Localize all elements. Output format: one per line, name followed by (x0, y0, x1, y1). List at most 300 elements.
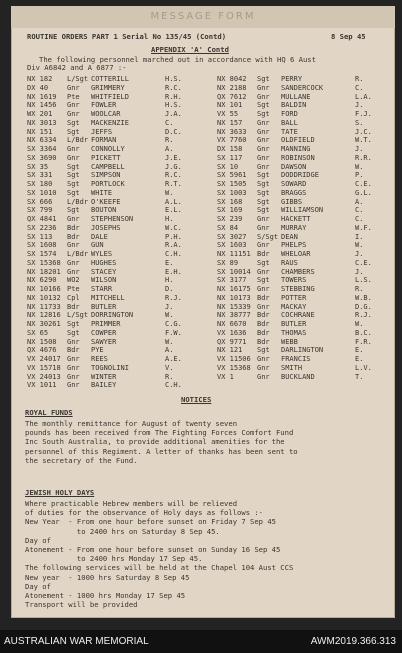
intro-line-2: Div A6842 and A 6877 :- (27, 63, 127, 72)
rank: Gnr (67, 215, 80, 223)
initials: H. (165, 276, 174, 285)
service-number: NX 157 (217, 118, 243, 127)
service-number: NX 6334 (27, 136, 57, 145)
initials: C. (165, 118, 174, 127)
rank: Gnr (257, 153, 270, 162)
notice-line: Atonement - 1000 hrs Monday 17 Sep 45 (25, 591, 186, 600)
rank: S/Sgt (257, 232, 279, 241)
surname: FRANCIS (281, 355, 311, 363)
rank: Sgt (257, 188, 270, 197)
rank: WO2 (67, 276, 80, 285)
notice-line: The following services will be held at the Chapel 104 Aust CCS (25, 563, 294, 573)
surname: FOWLER (91, 101, 117, 110)
initials: A. (355, 197, 364, 206)
surname: DAWSON (281, 162, 307, 171)
initials: R.A. (165, 241, 182, 250)
surname: STEPHENSON (91, 215, 134, 223)
service-number: NX 38777 (217, 311, 251, 320)
notice2-title: JEWISH HOLY DAYS (25, 488, 95, 497)
rank: Gnr (257, 83, 270, 92)
initials: D.G. (355, 302, 372, 311)
service-number: SX 799 (27, 206, 53, 215)
initials: V. (165, 363, 174, 372)
service-number: SX 1505 (217, 180, 247, 188)
service-number: NX 8042 (217, 75, 247, 83)
service-number: SX 168 (217, 197, 243, 206)
rank: Sgt (257, 180, 270, 188)
notice-line: personnel of this Regiment. A letter of thanks has been sent to (25, 446, 298, 456)
appendix-title: APPENDIX 'A' Contd (151, 45, 229, 54)
service-number: NX 11733 (27, 302, 61, 311)
service-number: SX 1603 (217, 241, 247, 250)
rank: L/Bdr (67, 250, 89, 258)
rank: Gnr (257, 267, 270, 276)
service-number: NX 12816 (27, 311, 61, 320)
initials: R.C. (165, 171, 182, 180)
footer-reference: AWM2019.366.313 (310, 636, 396, 647)
service-number: NX 121 (217, 346, 243, 355)
service-number: NX 30261 (27, 320, 61, 328)
rank: Bdr (67, 223, 80, 232)
footer-source: AUSTRALIAN WAR MEMORIAL (4, 636, 149, 647)
surname: BAILEY (91, 381, 117, 390)
orders-heading: ROUTINE ORDERS PART 1 Serial No 135/45 (Contd) (27, 32, 227, 41)
rank: Bdr (257, 250, 270, 258)
rank: Sgt (67, 162, 80, 171)
rank: L/Bdr (67, 197, 89, 206)
rank: Sgt (67, 180, 80, 188)
notice-line: Atonement - From one hour before sunset on Sunday 16 Sep 45 (25, 545, 281, 554)
initials: W. (165, 311, 174, 320)
service-number: NX 3013 (27, 118, 57, 127)
initials: A.E. (165, 355, 182, 363)
initials: W. (355, 162, 364, 171)
service-number: SX 10 (217, 162, 239, 171)
rank: Sgt (67, 127, 80, 136)
rank: Gnr (257, 223, 270, 232)
initials: H.S. (165, 75, 182, 83)
surname: BOUTON (91, 206, 117, 215)
surname: HACKETT (281, 215, 311, 223)
surname: REES (91, 355, 108, 363)
rank: Gnr (257, 145, 270, 153)
surname: PYE (91, 346, 104, 355)
service-number: SX 15368 (27, 258, 61, 267)
service-number: SX 35 (27, 162, 49, 171)
rank: Gnr (67, 258, 80, 267)
surname: MACKAY (281, 302, 307, 311)
notice-line: Transport will be provided (25, 600, 138, 610)
surname: JOSEPHS (91, 223, 121, 232)
notice-line: New Year - From one hour before sunset on Friday 7 Sep 45 (25, 517, 276, 527)
initials: R.H. (165, 92, 182, 101)
service-number: VX 15718 (27, 363, 61, 372)
initials: J. (355, 145, 364, 153)
service-number: NX 10132 (27, 293, 61, 302)
surname: WYLES (91, 250, 113, 258)
surname: MITCHELL (91, 293, 125, 302)
service-number: SX 1608 (27, 241, 57, 250)
rank: Sgt (67, 171, 80, 180)
initials: R.C. (165, 83, 182, 92)
initials: T. (355, 372, 364, 381)
rank: Gnr (67, 241, 80, 250)
initials: R.T. (165, 180, 182, 188)
surname: JEFFS (91, 127, 113, 136)
initials: P.H. (165, 232, 182, 241)
service-number: NX 10166 (27, 285, 61, 293)
service-number: SX 1574 (27, 250, 57, 258)
rank: Gnr (257, 302, 270, 311)
service-number: SX 89 (217, 258, 239, 267)
surname: WHITFIELD (91, 92, 129, 101)
surname: COCHRANE (281, 311, 315, 320)
rank: Gnr (67, 101, 80, 110)
surname: COTTERILL (91, 75, 129, 83)
rank: Sgt (257, 197, 270, 206)
rank: Gnr (67, 363, 80, 372)
service-number: VX 15368 (217, 363, 251, 372)
rank: Gnr (67, 267, 80, 276)
rank: Bdr (67, 346, 80, 355)
initials: D.C. (165, 127, 182, 136)
service-number: VX 1636 (217, 328, 247, 337)
rank: Sgt (257, 258, 270, 267)
initials: R. (165, 372, 174, 381)
rank: Gnr (257, 285, 270, 293)
surname: BUTLER (91, 302, 117, 311)
rank: Bdr (257, 337, 270, 346)
initials: W. (165, 188, 174, 197)
surname: WILSON (91, 276, 117, 285)
initials: A. (165, 145, 174, 153)
surname: WINTER (91, 372, 117, 381)
notice1-title: ROYAL FUNDS (25, 408, 73, 417)
initials: R. (355, 285, 364, 293)
rank: Sgt (67, 328, 80, 337)
initials: D. (165, 285, 174, 293)
rank: Sgt (257, 206, 270, 215)
surname: PERRY (281, 75, 303, 83)
rank: Sgt (67, 118, 80, 127)
rank: Bdr (257, 328, 270, 337)
surname: FORD (281, 110, 298, 118)
initials: L.S. (355, 276, 372, 285)
initials: W.B. (355, 293, 372, 302)
surname: DORRINGTON (91, 311, 134, 320)
initials: E. (355, 346, 364, 355)
rank: Sgt (257, 75, 270, 83)
service-number: SX 180 (27, 180, 53, 188)
service-number: NX 6670 (217, 320, 247, 328)
surname: TOGNOLINI (91, 363, 129, 372)
initials: H. (165, 215, 174, 223)
rank: Gnr (67, 372, 80, 381)
notice-line: Day of (25, 535, 51, 545)
service-number: NX 18201 (27, 267, 61, 276)
rank: Pte (67, 92, 80, 101)
service-number: SX 113 (27, 232, 53, 241)
service-number: QX 7612 (217, 92, 247, 101)
service-number: NX 3633 (217, 127, 247, 136)
initials: R.R. (355, 153, 372, 162)
service-number: SX 3364 (27, 145, 57, 153)
rank: Gnr (257, 127, 270, 136)
rank: Sgt (257, 276, 270, 285)
surname: PORTLOCK (91, 180, 125, 188)
service-number: SX 10014 (217, 267, 251, 276)
initials: C.H. (165, 381, 182, 390)
surname: BALL (281, 118, 298, 127)
initials: C.E. (355, 258, 372, 267)
notice-line: Where practicable Hebrew members will be relieved (25, 499, 238, 508)
surname: PHELPS (281, 241, 307, 250)
surname: HUGHES (91, 258, 117, 267)
initials: W.T. (355, 136, 372, 145)
rank: Cpl (67, 293, 80, 302)
initials: C.H. (165, 250, 182, 258)
service-number: NX 2188 (217, 83, 247, 92)
surname: FORMAN (91, 136, 117, 145)
initials: C. (355, 83, 364, 92)
rank: Bdr (67, 302, 80, 311)
initials: J.A. (165, 110, 182, 118)
surname: TOWERS (281, 276, 307, 285)
initials: W.C. (165, 223, 182, 232)
surname: DALE (91, 232, 108, 241)
rank: Sgt (257, 171, 270, 180)
initials: L.V. (355, 363, 372, 372)
service-number: DX 158 (217, 145, 243, 153)
form-header: MESSAGE FORM (150, 11, 256, 22)
rank: Gnr (257, 363, 270, 372)
rank: Gnr (67, 145, 80, 153)
service-number: NX 151 (27, 127, 53, 136)
rank: L/Sgt (67, 311, 89, 320)
service-number: SX 3027 (217, 232, 247, 241)
rank: Gnr (67, 337, 80, 346)
service-number: NX 11151 (217, 250, 251, 258)
surname: MACKENZIE (91, 118, 129, 127)
service-number: SX 1010 (27, 188, 57, 197)
surname: PRIMMER (91, 320, 121, 328)
surname: DARLINGTON (281, 346, 324, 355)
rank: Sgt (67, 320, 80, 328)
surname: COWPER (91, 328, 117, 337)
surname: CHAMBERS (281, 267, 315, 276)
surname: BUTLER (281, 320, 307, 328)
initials: J. (355, 101, 364, 110)
service-number: SX 239 (217, 215, 243, 223)
rank: Gnr (257, 355, 270, 363)
surname: MANNING (281, 145, 311, 153)
surname: O'KEEFE (91, 197, 121, 206)
service-number: SX 666 (27, 197, 53, 206)
rank: Bdr (257, 320, 270, 328)
surname: TATE (281, 127, 298, 136)
service-number: SX 3690 (27, 153, 57, 162)
notice-line: The monthly remittance for August of twenty seven (25, 419, 238, 428)
initials: E. (165, 258, 174, 267)
rank: Sgt (67, 188, 80, 197)
service-number: WX 201 (27, 110, 53, 118)
notice-line: to 2400 hrs Monday 17 Sep 45. (25, 554, 203, 564)
initials: E. (355, 355, 364, 363)
initials: J.G. (165, 162, 182, 171)
initials: W. (165, 337, 174, 346)
service-number: NX 6290 (27, 276, 57, 285)
rank: L/Sgt (67, 75, 89, 83)
surname: SANDERCOCK (281, 83, 324, 92)
orders-date: 8 Sep 45 (331, 32, 366, 41)
rank: Gnr (67, 381, 80, 390)
initials: F.J. (355, 110, 372, 118)
initials: C.G. (165, 320, 182, 328)
service-number: SX 2236 (27, 223, 57, 232)
initials: J.C. (355, 127, 372, 136)
initials: I. (355, 232, 364, 241)
intro-line-1: The following personnel marched out in accordance with HQ 6 Aust (39, 55, 316, 64)
rank: Gnr (257, 136, 270, 145)
service-number: NX 1619 (27, 92, 57, 101)
surname: WHITE (91, 188, 113, 197)
rank: Gnr (257, 162, 270, 171)
notice-line: of duties for the observance of Holy days as follows :- (25, 508, 263, 518)
initials: R. (355, 75, 364, 83)
surname: BUCKLAND (281, 372, 315, 381)
rank: Pte (67, 285, 80, 293)
service-number: SX 1003 (217, 188, 247, 197)
initials: A. (165, 346, 174, 355)
rank: Gnr (67, 83, 80, 92)
service-number: NX 101 (217, 101, 243, 110)
initials: W. (355, 320, 364, 328)
notice-line: New year - 1000 hrs Saturday 8 Sep 45 (25, 572, 190, 582)
surname: SOWARD (281, 180, 307, 188)
surname: CONNOLLY (91, 145, 125, 153)
surname: OLDFIELD (281, 136, 315, 145)
initials: F.R. (355, 337, 372, 346)
surname: SMITH (281, 363, 303, 372)
rank: Gnr (67, 153, 80, 162)
service-number: DX 40 (27, 83, 49, 92)
rank: L/Bdr (67, 136, 89, 145)
initials: H.S. (165, 101, 182, 110)
surname: WHELOAR (281, 250, 311, 258)
surname: RAUS (281, 258, 298, 267)
rank: Bdr (257, 311, 270, 320)
notices-title: NOTICES (181, 395, 212, 404)
service-number: VX 24017 (27, 355, 61, 363)
rank: Sgt (257, 101, 270, 110)
form-header-band (11, 6, 395, 28)
service-number: QX 4841 (27, 215, 57, 223)
service-number: NX 16175 (217, 285, 251, 293)
surname: MULLANE (281, 92, 311, 101)
rank: Gnr (257, 241, 270, 250)
service-number: NX 182 (27, 75, 53, 83)
initials: C. (355, 206, 364, 215)
service-number: VX 24013 (27, 372, 61, 381)
service-number: SX 65 (27, 328, 49, 337)
service-number: VX 1 (217, 372, 234, 381)
surname: GIBBS (281, 197, 303, 206)
initials: C. (355, 215, 364, 223)
initials: J. (355, 267, 364, 276)
service-number: NX 1456 (27, 101, 57, 110)
surname: STACEY (91, 267, 117, 276)
surname: BRAGGS (281, 188, 307, 197)
service-number: SX 84 (217, 223, 239, 232)
initials: W.F. (355, 223, 372, 232)
surname: STARR (91, 285, 113, 293)
notice-line: Inc South Australia, to provide additional amenities for the (25, 437, 285, 447)
notice-line: the secretary of the Fund. (25, 455, 138, 465)
service-number: NX 1508 (27, 337, 57, 346)
initials: R.J. (355, 311, 372, 320)
initials: E.L. (165, 206, 182, 215)
rank: Sgt (257, 346, 270, 355)
service-number: VX 55 (217, 110, 239, 118)
rank: Gnr (257, 92, 270, 101)
surname: CAMPBELL (91, 162, 125, 171)
notice-line: pounds has been received from The Fighting Forces Comfort Fund (25, 428, 294, 438)
service-number: VX 7760 (217, 136, 247, 145)
surname: BALDIN (281, 101, 307, 110)
initials: B.C. (355, 328, 372, 337)
footer-bar (0, 630, 402, 653)
rank: Sgt (257, 110, 270, 118)
surname: THOMAS (281, 328, 307, 337)
initials: R.J. (165, 293, 182, 302)
initials: J. (165, 302, 174, 311)
surname: WILLIAMSON (281, 206, 324, 215)
rank: Gnr (257, 215, 270, 223)
surname: WOOLCAR (91, 110, 121, 118)
initials: F.W. (165, 328, 182, 337)
rank: Bdr (67, 232, 80, 241)
document-page (11, 6, 395, 618)
initials: R. (165, 136, 174, 145)
initials: J.E. (165, 153, 182, 162)
service-number: SX 169 (217, 206, 243, 215)
initials: J. (355, 250, 364, 258)
service-number: VX 1011 (27, 381, 57, 390)
surname: WEBB (281, 337, 298, 346)
surname: POTTER (281, 293, 307, 302)
surname: GRIMMERY (91, 83, 125, 92)
rank: Gnr (257, 372, 270, 381)
surname: DODDRIDGE (281, 171, 319, 180)
service-number: SX 117 (217, 153, 243, 162)
initials: C.E. (355, 180, 372, 188)
surname: GUN (91, 241, 104, 250)
surname: STEBBING (281, 285, 315, 293)
initials: E.H. (165, 267, 182, 276)
service-number: VX 11506 (217, 355, 251, 363)
service-number: SX 3177 (217, 276, 247, 285)
service-number: QX 9771 (217, 337, 247, 346)
surname: SIMPSON (91, 171, 121, 180)
surname: DEAN (281, 232, 298, 241)
rank: Sgt (67, 206, 80, 215)
initials: P. (355, 171, 364, 180)
initials: A.L. (165, 197, 182, 206)
service-number: SX 331 (27, 171, 53, 180)
initials: W. (355, 241, 364, 250)
service-number: QX 4676 (27, 346, 57, 355)
rank: Gnr (257, 118, 270, 127)
